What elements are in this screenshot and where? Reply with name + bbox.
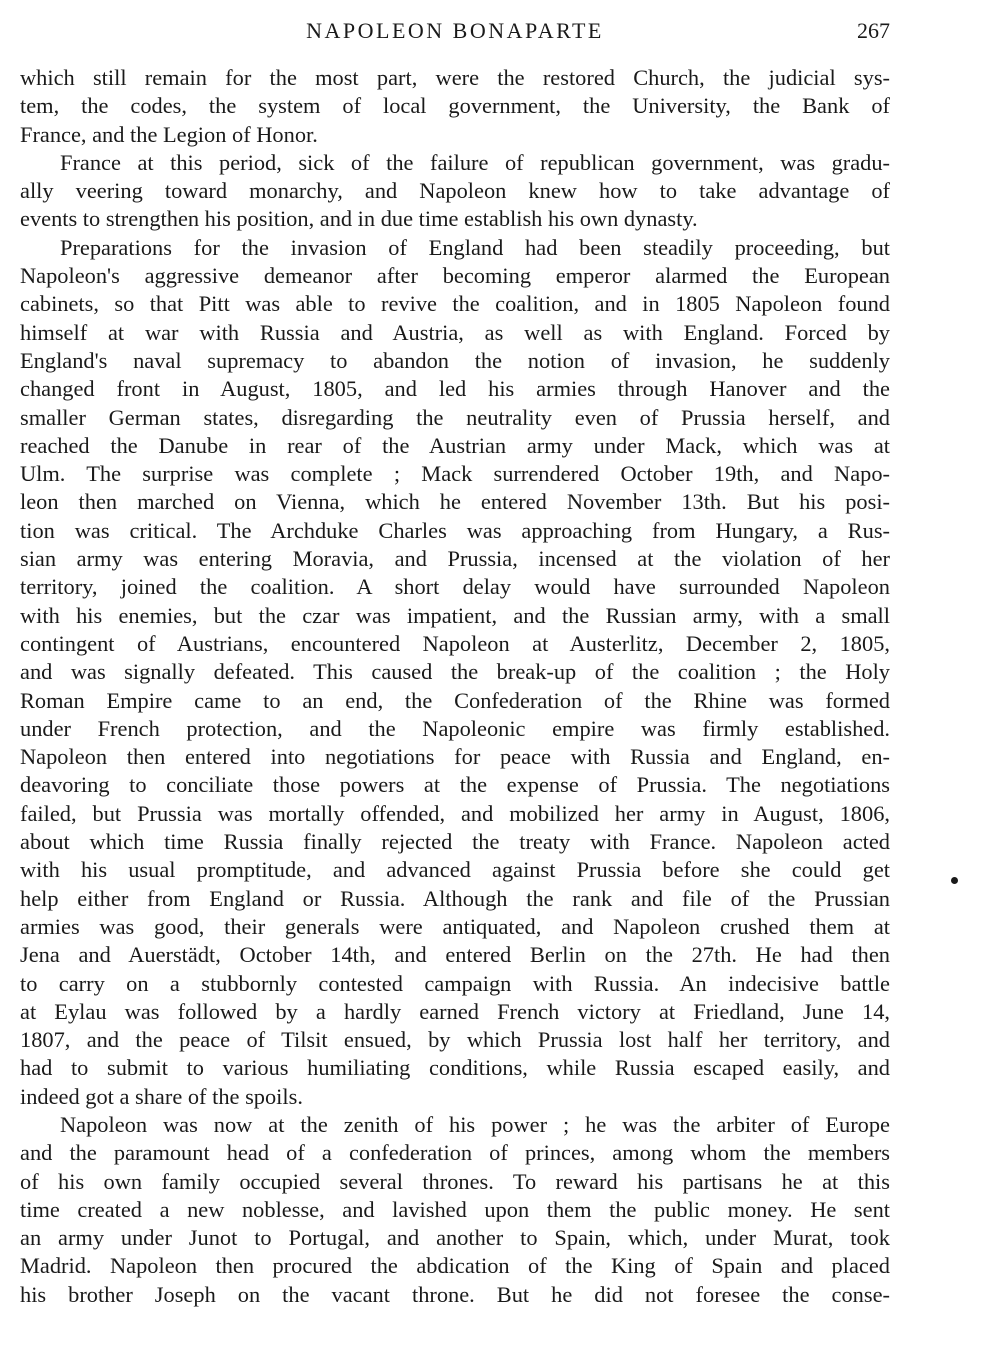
text-line: tem, the codes, the system of local government, the University, the Bank of [20,93,890,119]
text-line: Preparations for the invasion of England had been steadily proceeding, but [60,234,890,260]
text-line: smaller German states, disregarding the neutrality even of Prussia herself, and [20,404,890,430]
text-line: of his own family occupied several thrones. To reward his partisans he at this [20,1168,890,1194]
margin-dot [951,877,958,884]
text-line: Napoleon's aggressive demeanor after becoming emperor alarmed the European [20,263,890,289]
text-line: tion was critical. The Archduke Charles was approaching from Hungary, a Rus- [20,517,890,543]
text-line: Roman Empire came to an end, the Confederation of the Rhine was formed [20,687,890,713]
text-line: Madrid. Napoleon then procured the abdication of the King of Spain and placed [20,1253,890,1279]
body-text [20,64,890,1309]
text-line: with his usual promptitude, and advanced against Prussia before she could get [20,857,890,883]
text-line: which still remain for the most part, were the restored Church, the judicial sys- [20,65,890,90]
text-line: Ulm. The surprise was complete ; Mack surrendered October 19th, and Napo- [20,461,890,487]
text-line: with his enemies, but the czar was impatient, and the Russian army, with a small [20,602,890,628]
text-line: his brother Joseph on the vacant throne. But he did not foresee the conse- [20,1281,890,1307]
text-line: Napoleon then entered into negotiations for peace with Russia and England, en- [20,744,890,770]
text-line: failed, but Prussia was mortally offended, and mobilized her army in August, 1806, [20,800,890,826]
text-line: sian army was entering Moravia, and Prussia, incensed at the violation of her [20,546,890,572]
text-line: to carry on a stubbornly contested campaign with Russia. An indecisive battle [20,970,890,996]
text-line: contingent of Austrians, encountered Napoleon at Austerlitz, December 2, 1805, [20,630,890,656]
text-line: about which time Russia finally rejected the treaty with France. Napoleon acted [20,829,890,855]
text-line: changed front in August, 1805, and led his armies through Hanover and the [20,376,890,402]
text-line: and was signally defeated. This caused the break-up of the coalition ; the Holy [20,659,890,685]
text-line: Napoleon was now at the zenith of his power ; he was the arbiter of Europe [60,1111,890,1137]
text-line: England's naval supremacy to abandon the notion of invasion, he suddenly [20,347,890,373]
text-line: deavoring to conciliate those powers at the expense of Prussia. The negotiations [20,772,890,798]
text-line: France, and the Legion of Honor. [20,121,318,147]
text-line: an army under Junot to Portugal, and another to Spain, which, under Murat, took [20,1225,890,1251]
text-line: at Eylau was followed by a hardly earned French victory at Friedland, June 14, [20,998,890,1024]
text-line: himself at war with Russia and Austria, as well as with England. Forced by [20,319,890,345]
page-number: 267 [857,18,890,43]
text-line: events to strengthen his position, and in due time establish his own dynasty. [20,206,698,232]
text-line: indeed got a share of the spoils. [20,1083,303,1109]
text-line: France at this period, sick of the failure of republican government, was gradu- [60,149,890,175]
text-line: territory, joined the coalition. A short delay would have surrounded Napoleon [20,574,890,600]
text-line: Jena and Auerstädt, October 14th, and entered Berlin on the 27th. He had then [20,942,890,968]
text-line: 1807, and the peace of Tilsit ensued, by which Prussia lost half her territory, and [20,1027,890,1053]
text-line: under French protection, and the Napoleonic empire was firmly established. [20,715,890,741]
text-line: had to submit to various humiliating conditions, while Russia escaped easily, and [20,1055,890,1081]
text-line: reached the Danube in rear of the Austrian army under Mack, which was at [20,432,890,458]
text-line: cabinets, so that Pitt was able to revive the coalition, and in 1805 Napoleon found [20,291,890,317]
text-line: leon then marched on Vienna, which he entered November 13th. But his posi- [20,489,890,515]
text-line: ally veering toward monarchy, and Napoleon knew how to take advantage of [20,178,890,204]
text-line: help either from England or Russia. Although the rank and file of the Prussian [20,885,890,911]
text-line: time created a new noblesse, and lavished upon them the public money. He sent [20,1196,890,1222]
text-line: armies was good, their generals were antiquated, and Napoleon crushed them at [20,913,890,939]
text-line: and the paramount head of a confederation of princes, among whom the members [20,1140,890,1166]
running-title: NAPOLEON BONAPARTE [306,18,604,43]
running-head [20,14,890,48]
